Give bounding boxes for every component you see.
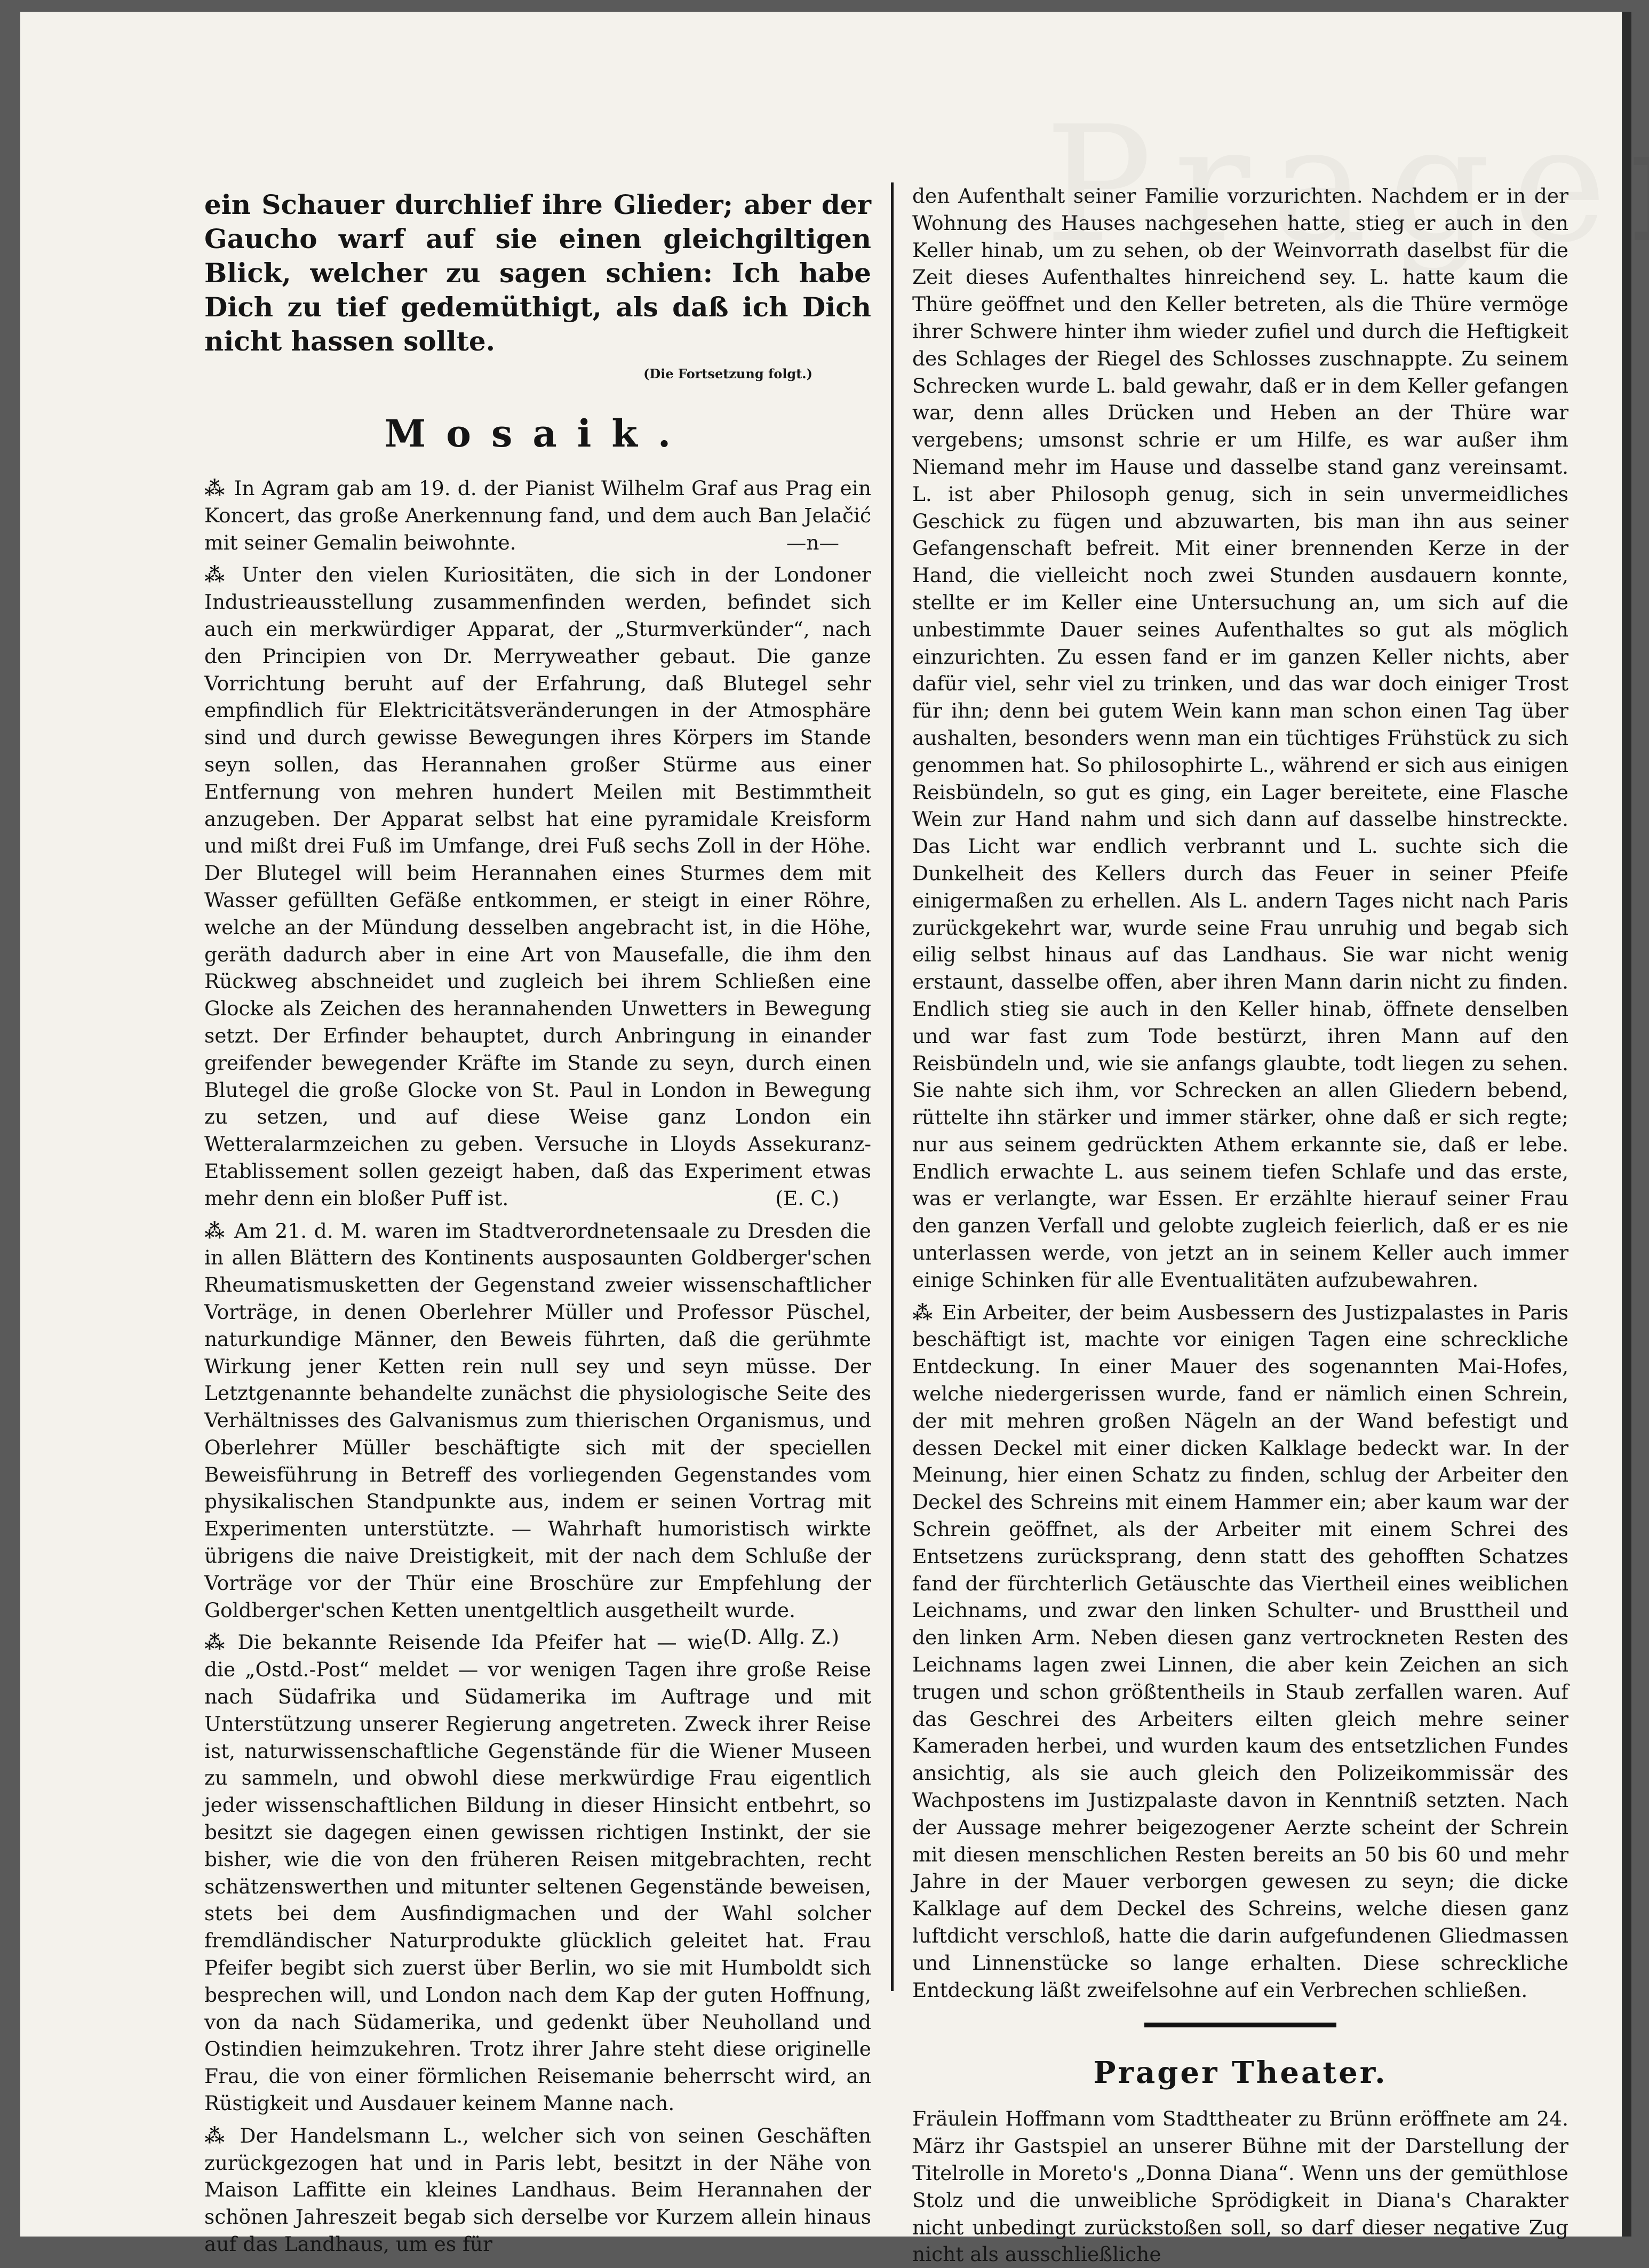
item-source: (E. C.) xyxy=(775,1186,839,1210)
mosaik-item xyxy=(204,561,871,1212)
mosaik-item-text: Am 21. d. M. waren im Stadtverordnetensaale zu Dresden die in allen Blättern des Kontinents ausposaunten Goldberger'schen Rheumatismusketten der Gegenstand zweier wissenschaftlicher Vorträge, in denen Oberlehrer Müller und Professor Püschel, naturkundige Männer, den Beweis führten, daß die gerühmte Wirkung jener Ketten rein null sey und seyn müsse. Der Letztgenannte behandelte zunächst die physiologische Seite des Verhältnisses des Galvanismus zum thierischen Organismus, und Oberlehrer Müller beschäftigte sich mit der speciellen Beweisführung in Betreff des vorliegenden Gegenstandes vom physikalischen Standpunkte aus, indem er seinen Vortrag mit Experimenten unterstützte. — Wahrhaft humoristisch wirkte übrigens die naive Dreistigkeit, mit der nach dem Schluße der Vorträge vor der Thür eine Broschüre zur Empfehlung der Goldberger'schen Ketten unentgeltlich ausgetheilt wurde. xyxy=(204,1219,871,1622)
asterism-icon: ⁂ xyxy=(204,2123,233,2147)
mosaik-item-text: Der Handelsmann L., welcher sich von seinen Geschäften zurückgezogen hat und in Paris lebt, besitzt in der Nähe von Maison Laffitte ein kleines Landhaus. Beim Herannahen der schönen Jahreszeit begab sich derselbe vor Kurzem allein hinaus auf das Landhaus, um es für xyxy=(204,2123,871,2256)
news-item-text: den Aufenthalt seiner Familie vorzurichten. Nachdem er in der Wohnung des Hauses nachgesehen hatte, stieg er auch in den Keller hinab, um zu sehen, ob der Weinvorrath daselbst für die Zeit dieses Aufenthaltes hinreichend sey. L. hatte kaum die Thüre geöffnet und den Keller betreten, als die Thüre vermöge ihrer Schwere hinter ihm wieder zufiel und durch die Heftigkeit des Schlages der Riegel des Schlosses zuschnappte. Zu seinem Schrecken wurde L. bald gewahr, daß er in dem Keller gefangen war, denn alles Drücken und Heben an der Thüre war vergebens; umsonst schrie er um Hilfe, es war außer ihm Niemand mehr im Hause und dasselbe stand ganz vereinsamt. L. ist aber Philosoph genug, sich in sein unvermeidliches Geschick zu fügen und abzuwarten, bis man ihn aus seiner Gefangenschaft befreit. Mit einer brennenden Kerze in der Hand, die vielleicht noch zwei Stunden ausdauern konnte, stellte er im Keller eine Untersuchung an, um sich auf die unbestimmte Dauer seines Aufenthaltes so gut als möglich einzurichten. Zu essen fand er im ganzen Keller nichts, aber dafür viel, sehr viel zu trinken, und das war doch einiger Trost für ihn; denn bei gutem Wein kann man schon einen Tag über aushalten, besonders wenn man ein tüchtiges Frühstück zu sich genommen hat. So philosophirte L., während er sich aus einigen Reisbündeln, so gut es ging, ein Lager bereitete, eine Flasche Wein zur Hand nahm und sich dann auf dasselbe hinstreckte. Das Licht war endlich verbrannt und L. suchte sich die Dunkelheit des Kellers durch das Feuer in seiner Pfeife einigermaßen zu erhellen. Als L. andern Tages nicht nach Paris zurückgekehrt war, wurde seine Frau unruhig und begab sich eilig selbst hinaus auf das Landhaus. Sie war nicht wenig erstaunt, dasselbe offen, aber ihren Mann darin nicht zu finden. Endlich stieg sie auch in den Keller hinab, öffnete denselben und war fast zum Tode bestürzt, ihren Mann auf den Reisbündeln und, wie sie anfangs glaubte, todt liegen zu sehen. Sie nahte sich ihm, vor Schrecken an allen Gliedern bebend, rüttelte ihn stärker und immer stärker, ohne daß er sich regte; nur aus seinem gedrückten Athem erkannte sie, daß er lebe. Endlich erwachte L. aus seinem tiefen Schlafe und das erste, was er verlangte, war Essen. Er erzählte hierauf seiner Frau den ganzen Verfall und gelobte zugleich feierlich, daß er es nie unterlassen werde, von jetzt an in seinem Keller auch immer einige Schinken für alle Eventualitäten aufzubewahren. xyxy=(912,184,1568,1292)
asterism-icon: ⁂ xyxy=(204,563,235,587)
mosaik-item xyxy=(204,2122,871,2258)
news-item-text: Ein Arbeiter, der beim Ausbessern des Justizpalastes in Paris beschäftigt ist, machte vor einigen Tagen eine schreckliche Entdeckung. In einer Mauer des sogenannten Mai-Hofes, welche niedergerissen wurde, fand er nämlich einen Schrein, der mit mehren großen Nägeln an der Wand befestigt und dessen Deckel mit einer dicken Kalklage bedeckt war. In der Meinung, hier einen Schatz zu finden, schlug der Arbeiter den Deckel des Schreins mit einem Hammer ein; aber kaum war der Schrein geöffnet, als der Arbeiter mit einem Schrei des Entsetzens zurücksprang, denn statt des gehofften Schatzes fand der fürchterlich Getäuschte das Viertheil eines weiblichen Leichnams, und zwar den linken Schulter- und Brusttheil und den linken Arm. Neben diesen ganz vertrockneten Resten des Leichnams lagen zwei Linnen, die aber kein Zeichen an sich trugen und schon größtentheils in Staub zerfallen waren. Auf das Geschrei des Arbeiters eilten gleich mehre seiner Kameraden herbei, und wurden kaum des entsetzlichen Fundes ansichtig, als sie auch gleich den Polizeikommissär des Wachpostens im Justizpalaste davon in Kenntniß setzten. Nach der Aussage mehrer beigezogener Aerzte scheint der Schrein mit diesen menschlichen Resten bereits an 50 bis 60 und mehr Jahre in der Mauer verborgen gewesen zu seyn; die dicke Kalklage auf dem Deckel des Schreins, welche diesen ganz luftdicht verschloß, hatte die darin aufgefundenen Gliedmassen und Linnenstücke so lange erhalten. Diese schreckliche Entdeckung läßt zweifelsohne auf ein Verbrechen schließen. xyxy=(912,1300,1568,2002)
mosaik-item xyxy=(204,1629,871,2116)
newspaper-page xyxy=(20,12,1631,2266)
section-rule xyxy=(1144,2023,1336,2027)
asterism-icon: ⁂ xyxy=(204,476,227,500)
mosaik-item-text: Die bekannte Reisende Ida Pfeifer hat — wie die „Ostd.-Post“ meldet — vor wenigen Tagen ihre große Reise nach Südafrika und Südamerika im Auftrage und mit Unterstützung unserer Regierung angetreten. Zweck ihrer Reise ist, naturwissenschaftliche Gegenstände für die Wiener Museen zu sammeln, und obwohl diese merkwürdige Frau eigentlich jeder wissenschaftlichen Bildung in dieser Hinsicht entbehrt, so besitzt sie dagegen einen gewissen richtigen Instinkt, der sie bisher, wie die von den früheren Reisen mitgebrachten, recht schätzenswerthen und mitunter seltenen Gegenstände beweisen, stets bei dem Ausfindigmachen und der Wahl solcher fremdländischer Naturprodukte glücklich geleitet hat. Frau Pfeifer begibt sich zuerst über Berlin, wo sie mit Humboldt sich besprechen will, und London nach dem Kap der guten Hoffnung, von da nach Südamerika, und gedenkt über Neuholland und Ostindien heimzukehren. Trotz ihrer Jahre steht diese originelle Frau, die von einer förmlichen Reisemanie beherrscht wird, an Rüstigkeit und Ausdauer keinem Manne nach. xyxy=(204,1630,871,2115)
mosaik-item xyxy=(204,1217,871,1649)
story-ending: ein Schauer durchlief ihre Glieder; aber der Gaucho warf auf sie einen gleichgiltigen Blick, welcher zu sagen schien: Ich habe Dich zu tief gedemüthigt, als daß ich Dich nicht hassen sollte. xyxy=(204,189,871,357)
item-source: —n— xyxy=(786,530,839,554)
section-title-theater: Prager Theater. xyxy=(1093,2055,1388,2091)
mosaik-item-text: In Agram gab am 19. d. der Pianist Wilhelm Graf aus Prag ein Koncert, das große Anerkennung fand, und dem auch Ban Jelačić mit seiner Gemalin beiwohnte. xyxy=(204,476,871,554)
theater-review: Fräulein Hoffmann vom Stadttheater zu Brünn eröffnete am 24. März ihr Gastspiel an unserer Bühne mit der Darstellung der Titelrolle in Moreto's „Donna Diana“. Wenn uns der gemüthlose Stolz und die unweibliche Sprödigkeit in Diana's Charakter nicht unbedingt zurückstoßen soll, so darf dieser negative Zug nicht als ausschließliche xyxy=(912,2107,1568,2266)
asterism-icon: ⁂ xyxy=(912,1300,935,1324)
news-item xyxy=(912,182,1568,1294)
right-column xyxy=(912,182,1568,2268)
left-column xyxy=(204,188,871,2263)
right-items xyxy=(912,182,1568,2003)
section-title-mosaik: Mosaik. xyxy=(384,411,691,456)
item-source: (D. Allg. Z.) xyxy=(722,1625,839,1649)
news-item xyxy=(912,1299,1568,2004)
asterism-icon: ⁂ xyxy=(204,1630,230,1654)
mosaik-items xyxy=(204,475,871,2258)
mosaik-item xyxy=(204,475,871,556)
column-divider xyxy=(891,182,894,1991)
mosaik-item-text: Unter den vielen Kuriositäten, die sich in der Londoner Industrieausstellung zusammenfinden werden, befindet sich auch ein merkwürdiger Apparat, der „Sturmverkünder“, nach den Principien von Dr. Merryweather gebaut. Die ganze Vorrichtung beruht auf der Erfahrung, daß Blutegel sehr empfindlich für Elektricitätsveränderungen in der Atmosphäre sind und durch gewisse Bewegungen ihres Körpers im Stande seyn sollen, das Herannahen großer Stürme aus einer Entfernung von mehren hundert Meilen mit Bestimmtheit anzugeben. Der Apparat selbst hat eine pyramidale Kreisform und mißt drei Fuß im Umfange, drei Fuß sechs Zoll in der Höhe. Der Blutegel will beim Herannahen eines Sturmes dem mit Wasser gefüllten Gefäße entkommen, er steigt in einer Röhre, welche an der Mündung desselben angebracht ist, in die Höhe, geräth dadurch aber in eine Art von Mausefalle, die ihm den Rückweg abschneidet und zugleich bei ihrem Schließen eine Glocke als Zeichen des herannahenden Unwetters in Bewegung setzt. Der Erfinder behauptet, durch Anbringung in einander greifender bewegender Kräfte im Stande zu seyn, durch einen Blutegel die große Glocke von St. Paul in London in Bewegung zu setzen, und auf diese Weise ganz London ein Wetteralarmzeichen zu geben. Versuche in Lloyds Assekuranz-Etablissement sollen gezeigt haben, daß das Experiment etwas mehr denn ein bloßer Puff ist. xyxy=(204,563,871,1210)
continuation-note: (Die Fortsetzung folgt.) xyxy=(643,366,812,381)
asterism-icon: ⁂ xyxy=(204,1219,227,1243)
